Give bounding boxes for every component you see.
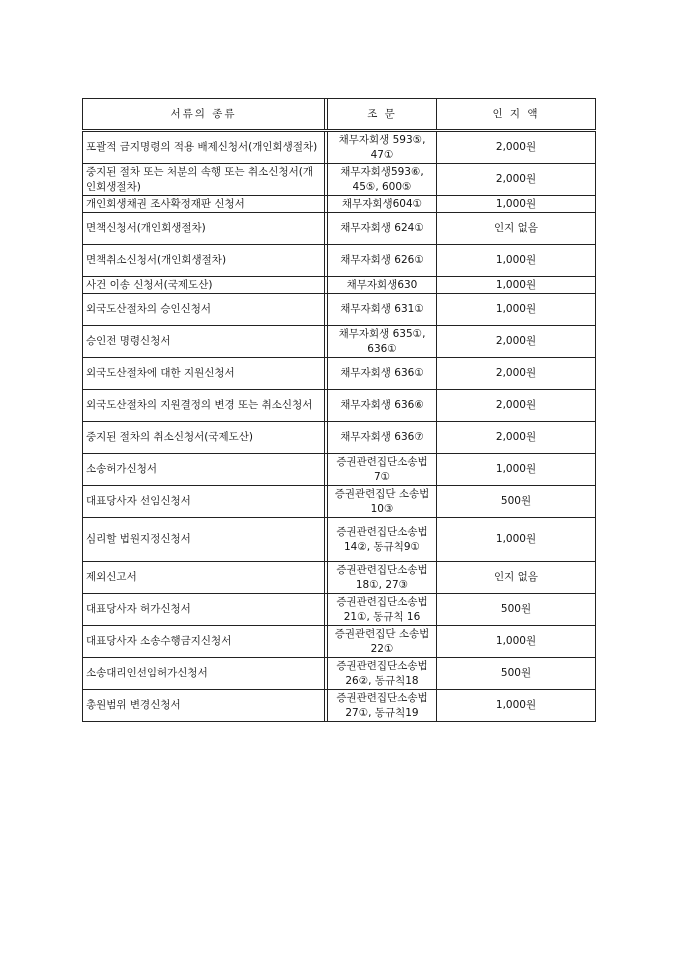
table-row [83,164,596,196]
document-type-cell: 중지된 절차 또는 처분의 속행 또는 취소신청서(개인회생절차) [83,164,325,196]
fee-cell: 2,000원 [437,422,596,454]
article-cell: 채무자회생 624① [328,213,437,245]
table-row [83,486,596,518]
table-row [83,594,596,626]
fee-cell: 1,000원 [437,690,596,722]
document-type-cell: 외국도산절차에 대한 지원신청서 [83,358,325,390]
fee-cell: 인지 없음 [437,562,596,594]
article-cell: 증권관련집단소송법 18①, 27③ [328,562,437,594]
table-row [83,358,596,390]
document-type-cell: 대표당사자 허가신청서 [83,594,325,626]
document-type-cell: 심리할 법원지정신청서 [83,518,325,562]
table-row [83,390,596,422]
table-row [83,562,596,594]
fee-cell: 500원 [437,486,596,518]
article-cell: 채무자회생630 [328,277,437,294]
table-row [83,245,596,277]
table-row [83,213,596,245]
fee-cell: 500원 [437,594,596,626]
table-row [83,131,596,164]
table-row [83,277,596,294]
table-row [83,196,596,213]
fee-cell: 2,000원 [437,358,596,390]
header-article: 조 문 [328,99,437,131]
fee-cell: 1,000원 [437,277,596,294]
document-type-cell: 대표당사자 소송수행금지신청서 [83,626,325,658]
document-type-cell: 중지된 절차의 취소신청서(국제도산) [83,422,325,454]
fee-cell: 2,000원 [437,131,596,164]
document-type-cell: 개인회생채권 조사확정재판 신청서 [83,196,325,213]
document-type-cell: 대표당사자 선임신청서 [83,486,325,518]
fee-cell: 1,000원 [437,518,596,562]
document-type-cell: 면책취소신청서(개인회생절차) [83,245,325,277]
fee-cell: 2,000원 [437,390,596,422]
header-stamp-fee: 인 지 액 [437,99,596,131]
document-type-cell: 포괄적 금지명령의 적용 배제신청서(개인회생절차) [83,131,325,164]
table-row [83,658,596,690]
article-cell: 증권관련집단 소송법22① [328,626,437,658]
table-row [83,326,596,358]
article-cell: 증권관련집단소송법 14②, 동규칙9① [328,518,437,562]
article-cell: 채무자회생 636⑦ [328,422,437,454]
stamp-fee-table [82,98,596,722]
article-cell: 채무자회생 635①, 636① [328,326,437,358]
document-type-cell: 면책신청서(개인회생절차) [83,213,325,245]
article-cell: 채무자회생 593⑤, 47① [328,131,437,164]
fee-cell: 2,000원 [437,164,596,196]
article-cell: 채무자회생 626① [328,245,437,277]
document-type-cell: 외국도산절차의 지원결정의 변경 또는 취소신청서 [83,390,325,422]
fee-cell: 1,000원 [437,245,596,277]
document-type-cell: 사건 이송 신청서(국제도산) [83,277,325,294]
table-row [83,690,596,722]
table-row [83,294,596,326]
document-type-cell: 총원범위 변경신청서 [83,690,325,722]
fee-cell: 2,000원 [437,326,596,358]
article-cell: 증권관련집단소송법 26②, 동규칙18 [328,658,437,690]
fee-cell: 1,000원 [437,294,596,326]
fee-cell: 1,000원 [437,626,596,658]
document-type-cell: 제외신고서 [83,562,325,594]
article-cell: 증권관련집단 소송법10③ [328,486,437,518]
document-type-cell: 외국도산절차의 승인신청서 [83,294,325,326]
article-cell: 증권관련집단소송법 21①, 동규칙 16 [328,594,437,626]
header-document-type: 서류의 종류 [83,99,325,131]
table-row [83,626,596,658]
article-cell: 증권관련집단소송법 7① [328,454,437,486]
article-cell: 증권관련집단소송법 27①, 동규칙19 [328,690,437,722]
document-type-cell: 소송허가신청서 [83,454,325,486]
fee-cell: 1,000원 [437,454,596,486]
article-cell: 채무자회생 636⑥ [328,390,437,422]
article-cell: 채무자회생 636① [328,358,437,390]
fee-cell: 1,000원 [437,196,596,213]
article-cell: 채무자회생 631① [328,294,437,326]
fee-cell: 인지 없음 [437,213,596,245]
fee-cell: 500원 [437,658,596,690]
document-type-cell: 승인전 명령신청서 [83,326,325,358]
table-header-row [83,99,596,131]
article-cell: 채무자회생593⑥, 45⑤, 600⑤ [328,164,437,196]
table-row [83,518,596,562]
article-cell: 채무자회생604① [328,196,437,213]
document-type-cell: 소송대리인선임허가신청서 [83,658,325,690]
table-row [83,422,596,454]
table-row [83,454,596,486]
